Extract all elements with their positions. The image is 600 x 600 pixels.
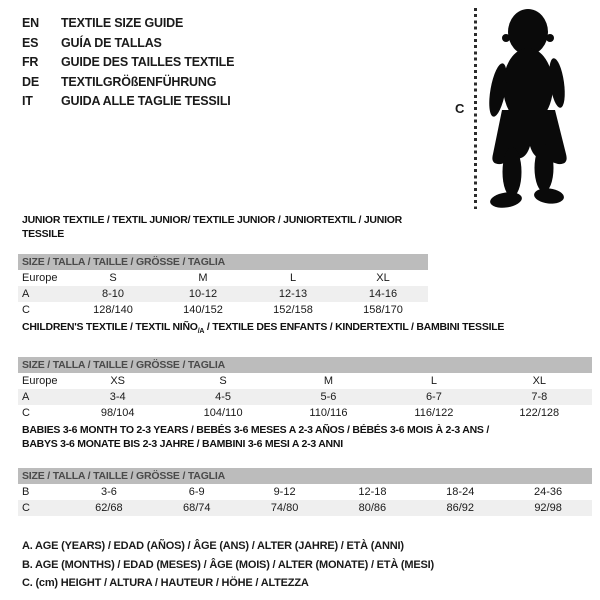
language-label: GUIDA ALLE TAGLIE TESSILI: [61, 94, 231, 108]
title-part: / TEXTILE DES ENFANTS / KINDERTEXTIL / BAMBINI TESSILE: [204, 321, 505, 333]
age-cell: 8-10: [101, 288, 125, 300]
row-label: C: [22, 304, 30, 316]
size-cell: L: [430, 375, 437, 388]
age-cell: 6-9: [188, 486, 205, 498]
title-line: BABYS 3-6 MONATE BIS 2-3 JAHRE / BAMBINI 3-6 MESI A 2-3 ANNI: [22, 438, 343, 450]
table-row: [18, 270, 428, 286]
title-subscript: /A: [197, 328, 205, 336]
size-cell: M: [198, 272, 208, 284]
language-label: TEXTILGRÖßENFÜHRUNG: [61, 74, 217, 89]
age-cell: 9-12: [273, 486, 296, 498]
size-cell: S: [109, 272, 117, 284]
table-title: JUNIOR TEXTILE / TEXTIL JUNIOR/ TEXTILE JUNIOR / JUNIORTEXTIL / JUNIOR TESSILE: [22, 214, 402, 240]
row-label: Europe: [22, 272, 58, 284]
language-code: ES: [22, 35, 39, 50]
row-label: B: [22, 486, 30, 498]
age-cell: 12-13: [278, 288, 308, 300]
age-cell: 10-12: [188, 288, 218, 300]
table-row: [18, 373, 592, 389]
table-row: [18, 484, 592, 500]
language-code: IT: [22, 94, 33, 108]
childrens-textile-table: [18, 320, 592, 421]
language-code: FR: [22, 55, 39, 69]
height-dashed-line: [474, 8, 477, 209]
height-cell: 110/116: [309, 407, 348, 420]
height-cell: 74/80: [270, 502, 299, 514]
age-cell: 12-18: [358, 486, 387, 498]
size-cell: M: [323, 375, 334, 388]
row-label: A: [22, 288, 30, 300]
title-line: BABIES 3-6 MONTH TO 2-3 YEARS / BEBÉS 3-6 MESES A 2-3 AÑOS / BÉBÉS 3-6 MOIS À 2-3 ANS /: [22, 424, 490, 436]
age-cell: 3-4: [109, 391, 126, 404]
table-row: [18, 302, 428, 318]
table-title: [18, 320, 592, 339]
language-label: GUÍA DE TALLAS: [61, 35, 162, 50]
language-row: [22, 92, 234, 112]
height-cell: 116/122: [414, 407, 454, 420]
toddler-silhouette-icon: [482, 4, 597, 216]
language-row: [22, 34, 234, 54]
table-title: [18, 423, 592, 451]
height-cell: 140/152: [183, 304, 223, 316]
language-label: GUIDE DES TAILLES TEXTILE: [61, 55, 235, 69]
height-cell: 128/140: [93, 304, 133, 316]
height-cell: 92/98: [534, 502, 562, 514]
age-cell: 3-6: [100, 486, 117, 498]
age-cell: 7-8: [531, 391, 548, 404]
table-row: [18, 389, 592, 405]
note-age-months: B. AGE (MONTHS) / EDAD (MESES) / ÂGE (MOIS) / ALTER (MONATE) / ETÀ (MESI): [22, 558, 434, 571]
age-cell: 24-36: [534, 486, 563, 498]
row-label: A: [22, 391, 30, 404]
language-list: [22, 14, 234, 112]
size-header-bar: SIZE / TALLA / TAILLE / GRÖSSE / TAGLIA: [18, 468, 592, 484]
size-cell: S: [219, 375, 227, 388]
language-row: [22, 53, 234, 73]
height-cell: 62/68: [95, 502, 123, 514]
age-cell: 6-7: [425, 391, 442, 404]
table-row: [18, 500, 592, 516]
size-header-bar: SIZE / TALLA / TAILLE / GRÖSSE / TAGLIA: [18, 254, 428, 270]
babies-textile-table: [18, 423, 592, 516]
row-label: Europe: [22, 375, 58, 388]
note-height-cm: C. (cm) HEIGHT / ALTURA / HAUTEUR / HÖHE / ALTEZZA: [22, 577, 309, 589]
language-row: [22, 73, 234, 93]
age-cell: 14-16: [368, 288, 398, 300]
title-part: CHILDREN'S TEXTILE / TEXTIL NIÑO: [22, 321, 198, 333]
age-cell: 18-24: [446, 486, 475, 498]
height-cell: 152/158: [273, 304, 313, 316]
note-age-years: A. AGE (YEARS) / EDAD (AÑOS) / ÂGE (ANS) / ALTER (JAHRE) / ETÀ (ANNI): [22, 540, 404, 552]
height-measure-label: C: [455, 101, 465, 116]
language-code: EN: [22, 16, 39, 30]
size-header-bar: SIZE / TALLA / TAILLE / GRÖSSE / TAGLIA: [18, 357, 592, 373]
size-cell: XL: [532, 375, 547, 388]
size-cell: XS: [110, 375, 126, 388]
height-cell: 86/92: [446, 502, 474, 514]
height-cell: 98/104: [100, 407, 135, 420]
table-row: [18, 286, 428, 302]
height-cell: 104/110: [203, 407, 243, 420]
age-cell: 5-6: [320, 391, 337, 404]
height-cell: 68/74: [182, 502, 211, 514]
size-cell: XL: [376, 272, 390, 284]
row-label: C: [22, 407, 30, 420]
language-code: DE: [22, 74, 39, 89]
height-cell: 122/128: [519, 407, 560, 420]
legend-notes: [22, 537, 434, 593]
language-label: TEXTILE SIZE GUIDE: [61, 16, 184, 30]
junior-textile-table: [18, 213, 428, 318]
height-cell: 158/170: [363, 304, 403, 316]
height-measure-figure: [450, 4, 600, 216]
row-label: C: [22, 502, 30, 514]
age-cell: 4-5: [215, 391, 232, 404]
size-cell: L: [289, 272, 297, 284]
height-cell: 80/86: [358, 502, 387, 514]
language-row: [22, 14, 234, 34]
table-row: [18, 405, 592, 421]
